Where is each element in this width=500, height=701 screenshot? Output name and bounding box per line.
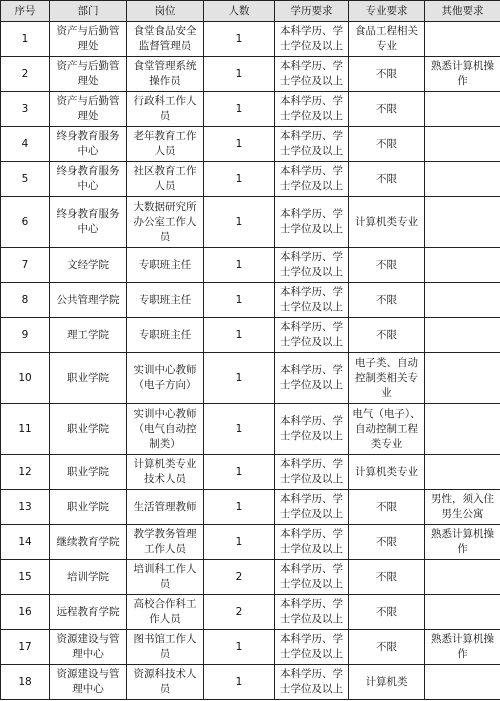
- cell-position: 培训科工作人员: [127, 560, 204, 595]
- cell-education: 本科学历、学士学位及以上: [275, 665, 349, 700]
- cell-major: 不限: [349, 525, 425, 560]
- cell-department: 资源建设与管理中心: [50, 665, 127, 700]
- cell-education: 本科学历、学士学位及以上: [275, 404, 349, 455]
- cell-other: 熟悉计算机操作: [425, 57, 500, 92]
- cell-index: 13: [1, 490, 50, 525]
- cell-index: 2: [1, 57, 50, 92]
- cell-major: 不限: [349, 283, 425, 318]
- cell-headcount: 1: [204, 455, 275, 490]
- cell-department: 职业学院: [50, 404, 127, 455]
- table-row: [1, 248, 500, 283]
- header-headcount: 人数: [204, 1, 275, 22]
- cell-major: 计算机类专业: [349, 455, 425, 490]
- cell-department: 远程教育学院: [50, 595, 127, 630]
- cell-position: 高校合作科工作人员: [127, 595, 204, 630]
- cell-major: 不限: [349, 490, 425, 525]
- header-index: 序号: [1, 1, 50, 22]
- cell-education: 本科学历、学士学位及以上: [275, 318, 349, 353]
- table-row: [1, 490, 500, 525]
- cell-other: [425, 22, 500, 57]
- table-row: [1, 22, 500, 57]
- cell-department: 资源建设与管理中心: [50, 630, 127, 665]
- cell-headcount: 1: [204, 353, 275, 404]
- cell-position: 社区教育工作人员: [127, 162, 204, 197]
- cell-position: 资源科技术人员: [127, 665, 204, 700]
- header-row: [1, 1, 500, 22]
- table-row: [1, 353, 500, 404]
- cell-index: 1: [1, 22, 50, 57]
- table-row: [1, 404, 500, 455]
- cell-index: 18: [1, 665, 50, 700]
- cell-headcount: 1: [204, 248, 275, 283]
- cell-position: 专职班主任: [127, 283, 204, 318]
- table-row: [1, 525, 500, 560]
- cell-index: 16: [1, 595, 50, 630]
- cell-headcount: 1: [204, 57, 275, 92]
- cell-headcount: 1: [204, 525, 275, 560]
- cell-major: 不限: [349, 560, 425, 595]
- cell-major: 不限: [349, 595, 425, 630]
- table-row: [1, 318, 500, 353]
- table-row: [1, 197, 500, 248]
- cell-headcount: 1: [204, 404, 275, 455]
- cell-department: 文经学院: [50, 248, 127, 283]
- cell-other: [425, 127, 500, 162]
- table-row: [1, 595, 500, 630]
- cell-position: 大数据研究所办公室工作人员: [127, 197, 204, 248]
- cell-major: 不限: [349, 630, 425, 665]
- cell-education: 本科学历、学士学位及以上: [275, 92, 349, 127]
- cell-other: [425, 404, 500, 455]
- cell-education: 本科学历、学士学位及以上: [275, 595, 349, 630]
- cell-other: [425, 560, 500, 595]
- cell-headcount: 1: [204, 92, 275, 127]
- cell-other: 男性，须入住男生公寓: [425, 490, 500, 525]
- cell-position: 实训中心教师（电子方向）: [127, 353, 204, 404]
- cell-major: 电气（电子）、自动控制工程类专业: [349, 404, 425, 455]
- cell-position: 食堂食品安全监督管理员: [127, 22, 204, 57]
- cell-department: 理工学院: [50, 318, 127, 353]
- cell-index: 10: [1, 353, 50, 404]
- cell-headcount: 1: [204, 162, 275, 197]
- cell-major: 不限: [349, 92, 425, 127]
- cell-position: 老年教育工作人员: [127, 127, 204, 162]
- cell-education: 本科学历、学士学位及以上: [275, 560, 349, 595]
- table-row: [1, 92, 500, 127]
- cell-headcount: 1: [204, 197, 275, 248]
- cell-department: 公共管理学院: [50, 283, 127, 318]
- cell-department: 职业学院: [50, 353, 127, 404]
- cell-index: 6: [1, 197, 50, 248]
- cell-other: 熟悉计算机操作: [425, 525, 500, 560]
- cell-major: 电子类、自动控制类相关专业: [349, 353, 425, 404]
- cell-headcount: 2: [204, 595, 275, 630]
- cell-headcount: 2: [204, 560, 275, 595]
- table-row: [1, 127, 500, 162]
- cell-major: 食品工程相关专业: [349, 22, 425, 57]
- cell-department: 终身教育服务中心: [50, 197, 127, 248]
- cell-index: 17: [1, 630, 50, 665]
- cell-department: 资产与后勤管理处: [50, 22, 127, 57]
- cell-major: 计算机类专业: [349, 197, 425, 248]
- header-position: 岗位: [127, 1, 204, 22]
- cell-position: 行政科工作人员: [127, 92, 204, 127]
- table-body: [1, 22, 500, 700]
- cell-position: 专职班主任: [127, 318, 204, 353]
- cell-position: 生活管理教师: [127, 490, 204, 525]
- table-row: [1, 455, 500, 490]
- table-header: [1, 1, 500, 22]
- cell-department: 资产与后勤管理处: [50, 57, 127, 92]
- cell-index: 4: [1, 127, 50, 162]
- cell-index: 15: [1, 560, 50, 595]
- cell-education: 本科学历、学士学位及以上: [275, 490, 349, 525]
- cell-index: 7: [1, 248, 50, 283]
- cell-position: 食堂管理系统操作员: [127, 57, 204, 92]
- cell-index: 12: [1, 455, 50, 490]
- cell-major: 不限: [349, 127, 425, 162]
- cell-education: 本科学历、学士学位及以上: [275, 525, 349, 560]
- cell-department: 终身教育服务中心: [50, 127, 127, 162]
- cell-major: 不限: [349, 248, 425, 283]
- header-department: 部门: [50, 1, 127, 22]
- cell-education: 本科学历、学士学位及以上: [275, 162, 349, 197]
- cell-other: [425, 248, 500, 283]
- cell-other: [425, 318, 500, 353]
- cell-major: 不限: [349, 57, 425, 92]
- cell-education: 本科学历、学士学位及以上: [275, 197, 349, 248]
- cell-position: 专职班主任: [127, 248, 204, 283]
- cell-other: [425, 595, 500, 630]
- cell-other: [425, 197, 500, 248]
- cell-other: 熟悉计算机操作: [425, 630, 500, 665]
- cell-other: [425, 162, 500, 197]
- cell-major: 计算机类: [349, 665, 425, 700]
- cell-headcount: 1: [204, 665, 275, 700]
- table-row: [1, 57, 500, 92]
- cell-position: 计算机类专业技术人员: [127, 455, 204, 490]
- cell-index: 9: [1, 318, 50, 353]
- cell-education: 本科学历、学士学位及以上: [275, 57, 349, 92]
- cell-department: 培训学院: [50, 560, 127, 595]
- cell-position: 图书馆工作人员: [127, 630, 204, 665]
- table-row: [1, 560, 500, 595]
- cell-other: [425, 665, 500, 700]
- cell-headcount: 1: [204, 490, 275, 525]
- cell-education: 本科学历、学士学位及以上: [275, 248, 349, 283]
- cell-department: 职业学院: [50, 455, 127, 490]
- table-row: [1, 630, 500, 665]
- cell-department: 终身教育服务中心: [50, 162, 127, 197]
- cell-position: 实训中心教师（电气自动控制类）: [127, 404, 204, 455]
- cell-other: [425, 92, 500, 127]
- cell-major: 不限: [349, 318, 425, 353]
- cell-department: 职业学院: [50, 490, 127, 525]
- cell-headcount: 1: [204, 283, 275, 318]
- cell-education: 本科学历、学士学位及以上: [275, 630, 349, 665]
- cell-education: 本科学历、学士学位及以上: [275, 283, 349, 318]
- cell-headcount: 1: [204, 127, 275, 162]
- table-row: [1, 162, 500, 197]
- cell-education: 本科学历、学士学位及以上: [275, 353, 349, 404]
- cell-education: 本科学历、学士学位及以上: [275, 22, 349, 57]
- cell-other: [425, 353, 500, 404]
- cell-index: 3: [1, 92, 50, 127]
- cell-headcount: 1: [204, 318, 275, 353]
- table-row: [1, 283, 500, 318]
- cell-education: 本科学历、学士学位及以上: [275, 455, 349, 490]
- cell-position: 教学教务管理工作人员: [127, 525, 204, 560]
- cell-department: 继续教育学院: [50, 525, 127, 560]
- cell-index: 5: [1, 162, 50, 197]
- cell-education: 本科学历、学士学位及以上: [275, 127, 349, 162]
- cell-headcount: 1: [204, 22, 275, 57]
- cell-index: 8: [1, 283, 50, 318]
- cell-index: 14: [1, 525, 50, 560]
- cell-headcount: 1: [204, 630, 275, 665]
- cell-other: [425, 455, 500, 490]
- cell-other: [425, 283, 500, 318]
- header-education: 学历要求: [275, 1, 349, 22]
- cell-index: 11: [1, 404, 50, 455]
- header-other: 其他要求: [425, 1, 500, 22]
- header-major: 专业要求: [349, 1, 425, 22]
- table-row: [1, 665, 500, 700]
- cell-major: 不限: [349, 162, 425, 197]
- cell-department: 资产与后勤管理处: [50, 92, 127, 127]
